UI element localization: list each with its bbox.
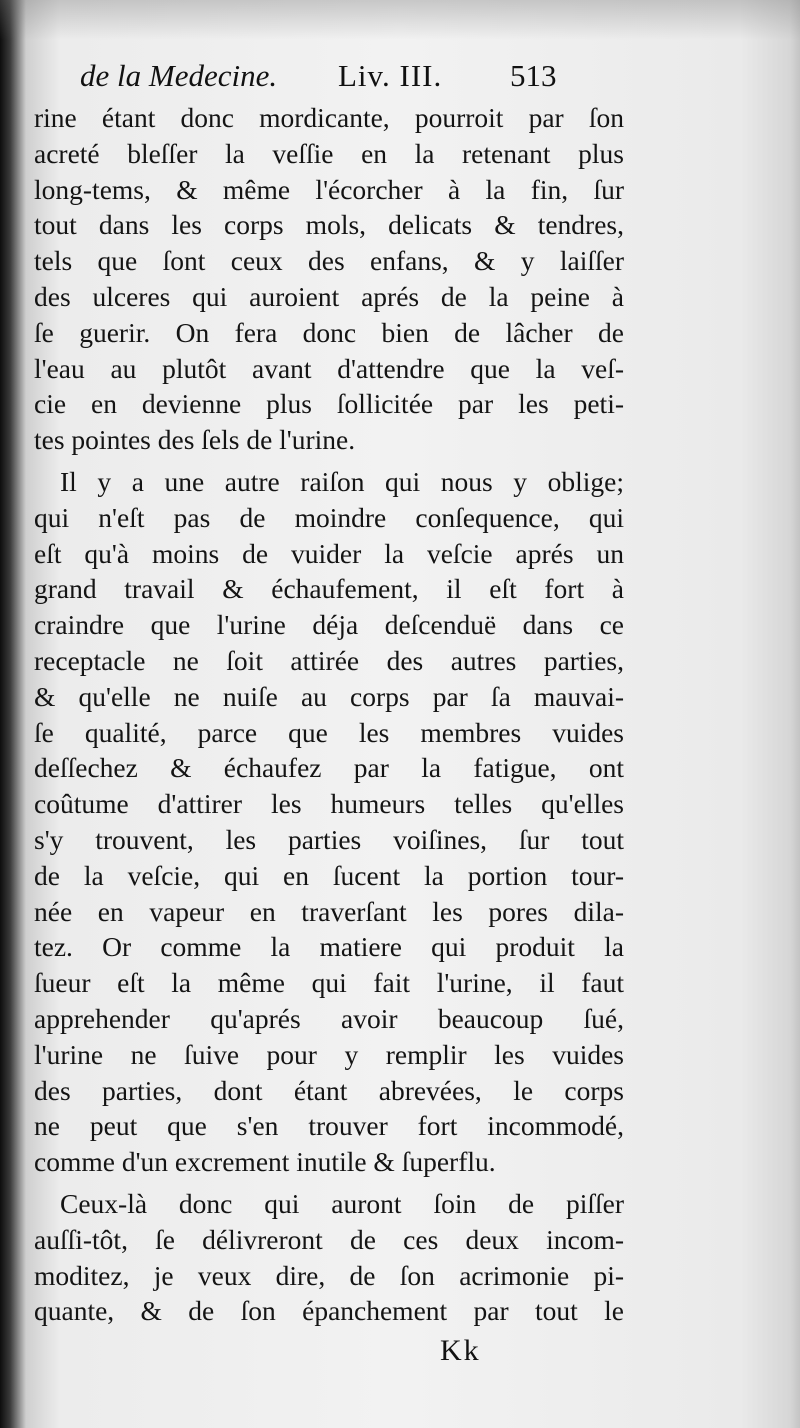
text-line: coûtume d'attirer les humeurs telles qu'elles: [34, 788, 624, 820]
text-line: grand travail & échaufement, il eſt fort à: [34, 573, 624, 605]
text-line: ſe guerir. On fera donc bien de lâcher de: [34, 316, 624, 348]
text-line: apprehender qu'aprés avoir beaucoup ſué,: [34, 1002, 624, 1034]
text-line: l'urine ne ſuive pour y remplir les vuides: [34, 1038, 624, 1070]
text-line: s'y trouvent, les parties voiſines, ſur tout: [34, 823, 624, 855]
text-line: tez. Or comme la matiere qui produit la: [34, 931, 624, 963]
signature-mark: Kk: [440, 1334, 481, 1367]
text-line: craindre que l'urine déja deſcenduë dans ce: [34, 609, 624, 641]
text-line: qui n'eſt pas de moindre conſequence, qui: [34, 501, 624, 533]
text-line: & qu'elle ne nuiſe au corps par ſa mauvai-: [34, 680, 624, 712]
text-line: ne peut que s'en trouver fort incommodé,: [34, 1110, 624, 1142]
text-line: deſſechez & échaufez par la fatigue, ont: [34, 752, 624, 784]
text-line: auſſi-tôt, ſe délivreront de ces deux incom-: [34, 1223, 624, 1255]
text-line: moditez, je veux dire, de ſon acrimonie pi-: [34, 1259, 624, 1291]
page-header: [80, 58, 620, 102]
text-line: Ceux-là donc qui auront ſoin de piſſer: [60, 1187, 624, 1219]
text-line: l'eau au plutôt avant d'attendre que la veſ-: [34, 352, 624, 384]
book-section: Liv. III.: [338, 58, 443, 93]
text-line: des ulceres qui auroient aprés de la peine à: [34, 280, 624, 312]
text-line: de la veſcie, qui en ſucent la portion tour-: [34, 859, 624, 891]
text-line: tes pointes des ſels de l'urine.: [34, 424, 356, 456]
text-line: tels que ſont ceux des enfans, & y laiſſer: [34, 245, 624, 277]
text-line: long-tems, & même l'écorcher à la fin, ſur: [34, 173, 624, 205]
text-line: née en vapeur en traverſant les pores dila-: [34, 895, 624, 927]
text-line: acreté bleſſer la veſſie en la retenant plus: [34, 137, 624, 169]
text-line: des parties, dont étant abrevées, le corps: [34, 1074, 624, 1106]
running-title: de la Medecine.: [80, 58, 278, 93]
text-line: receptacle ne ſoit attirée des autres parties,: [34, 644, 624, 676]
text-line: cie en devienne plus ſollicitée par les peti-: [34, 388, 624, 420]
text-line: tout dans les corps mols, delicats & tendres,: [34, 209, 624, 241]
text-line: ſueur eſt la même qui fait l'urine, il faut: [34, 967, 624, 999]
text-line: eſt qu'à moins de vuider la veſcie aprés un: [34, 537, 624, 569]
text-line: rine étant donc mordicante, pourroit par ſon: [34, 102, 624, 133]
page-number: 513: [510, 58, 557, 93]
text-line: comme d'un excrement inutile & ſuperflu.: [34, 1146, 496, 1178]
text-line: quante, & de ſon épanchement par tout le: [34, 1295, 624, 1327]
text-line: ſe qualité, parce que les membres vuides: [34, 716, 624, 748]
body-text: [34, 100, 624, 1329]
text-line: Il y a une autre raiſon qui nous y oblige;: [60, 465, 624, 497]
